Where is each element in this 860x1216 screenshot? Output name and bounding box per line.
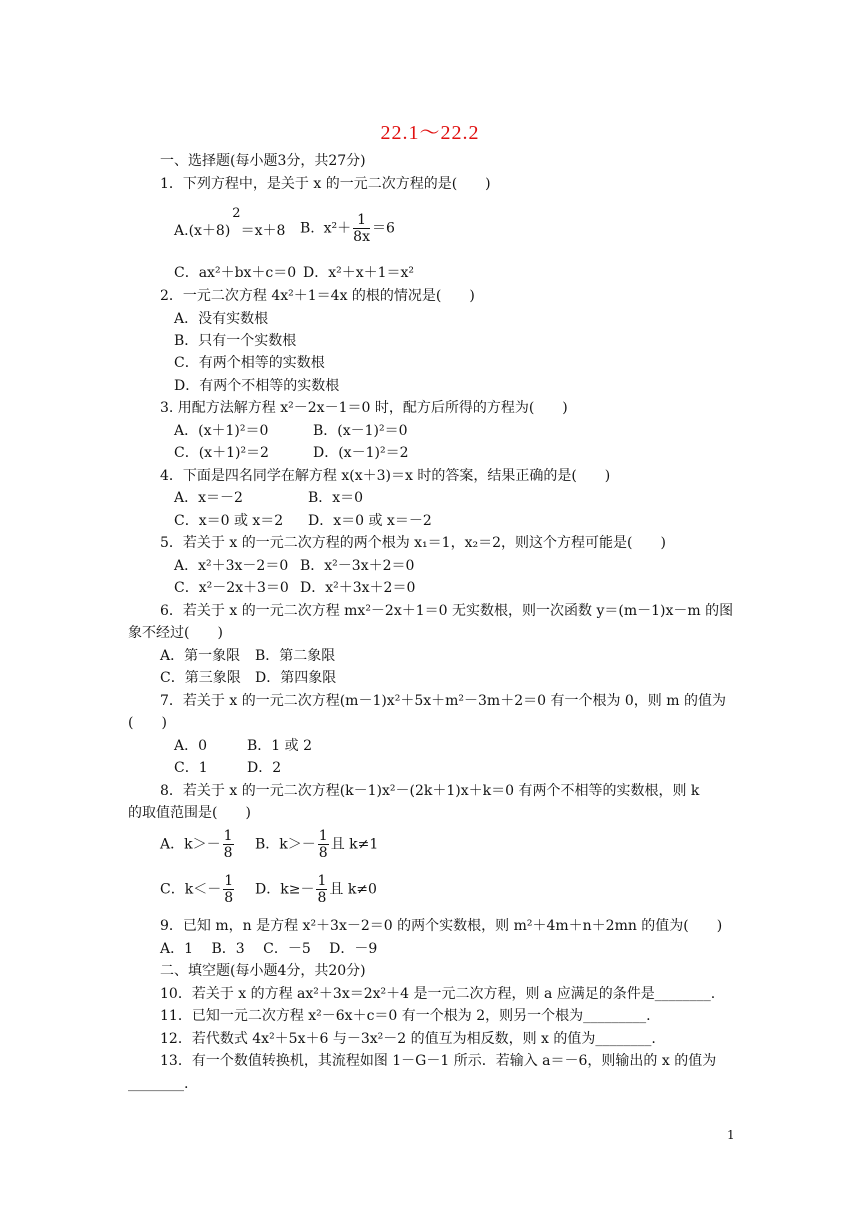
question-4-option-d: D．x＝0 或 x＝－2 bbox=[308, 513, 432, 529]
question-6-option-b: B．第二象限 bbox=[255, 648, 336, 664]
question-4-option-b: B．x＝0 bbox=[308, 490, 364, 506]
question-9-options: A．1 B．3 C．－5 D．－9 bbox=[160, 941, 378, 957]
question-8-option-b: B．k＞－ $\frac{1}{8}$ 且 k≠1 bbox=[255, 828, 379, 861]
section-heading-choice: 一、选择题(每小题3分，共27分) bbox=[160, 153, 366, 169]
question-3-option-c: C．(x＋1)²＝2 bbox=[174, 445, 269, 461]
page-title: 22.1～22.2 bbox=[380, 122, 480, 144]
question-4-option-c: C．x＝0 或 x＝2 bbox=[174, 513, 284, 529]
question-4-option-a: A．x＝－2 bbox=[174, 490, 243, 506]
question-3-option-a: A．(x＋1)²＝0 bbox=[174, 423, 269, 439]
page-number: 1 bbox=[727, 1128, 735, 1142]
question-2-option-a: A．没有实数根 bbox=[174, 311, 269, 327]
question-5-option-b: B．x²－3x＋2＝0 bbox=[300, 558, 415, 574]
question-13-stem-line1: 13．有一个数值转换机，其流程如图 1－G－1 所示．若输入 a＝－6，则输出的 x 的值为 bbox=[160, 1053, 717, 1069]
question-2-option-b: B．只有一个实数根 bbox=[174, 333, 297, 349]
question-8-stem-line2: 的取值范围是( ) bbox=[128, 805, 251, 821]
question-7-stem-line1: 7．若关于 x 的一元二次方程(m－1)x²＋5x＋m²－3m＋2＝0 有一个根为 0，则 m 的值为 bbox=[160, 693, 726, 709]
question-9-stem: 9．已知 m，n 是方程 x²＋3x－2＝0 的两个实数根，则 m²＋4m＋n＋2mn 的值为( ) bbox=[160, 918, 723, 934]
question-7-option-b: B．1 或 2 bbox=[247, 738, 313, 754]
question-1-option-a: A.(x＋8)2＝x＋8 bbox=[174, 206, 286, 239]
question-2-stem: 2．一元二次方程 4x²＋1＝4x 的根的情况是( ) bbox=[160, 288, 475, 304]
section-heading-fill: 二、填空题(每小题4分，共20分) bbox=[160, 963, 366, 979]
question-3-option-d: D．(x－1)²＝2 bbox=[313, 445, 409, 461]
question-2-option-c: C．有两个相等的实数根 bbox=[174, 355, 325, 371]
question-8-option-d: D．k≥－ $\frac{1}{8}$ 且 k≠0 bbox=[255, 873, 377, 906]
question-1-option-d: D．x²＋x＋1＝x² bbox=[303, 265, 415, 281]
question-6-option-a: A．第一象限 bbox=[160, 648, 241, 664]
question-7-option-c: C．1 bbox=[174, 760, 208, 776]
question-8-stem-line1: 8．若关于 x 的一元二次方程(k－1)x²－(2k＋1)x＋k＝0 有两个不相等的实数根，则 k bbox=[160, 783, 700, 799]
question-7-stem-line2: ( ) bbox=[128, 715, 167, 731]
question-6-stem-line2: 象不经过( ) bbox=[128, 625, 223, 641]
question-10: 10．若关于 x 的方程 ax²＋3x＝2x²＋4 是一元二次方程，则 a 应满足的条件是________. bbox=[160, 986, 716, 1002]
question-1-option-b: B. x²＋ $\frac{1}{8x}$ ＝6 bbox=[300, 212, 395, 245]
question-1-stem: 1．下列方程中，是关于 x 的一元二次方程的是( ) bbox=[160, 176, 491, 192]
question-4-stem: 4．下面是四名同学在解方程 x(x＋3)＝x 时的答案，结果正确的是( ) bbox=[160, 468, 611, 484]
question-6-option-c: C．第三象限 bbox=[160, 670, 241, 686]
question-3-stem: 3. 用配方法解方程 x²－2x－1＝0 时，配方后所得的方程为( ) bbox=[160, 400, 568, 416]
question-5-option-c: C．x²－2x＋3＝0 bbox=[174, 580, 289, 596]
question-2-option-d: D．有两个不相等的实数根 bbox=[174, 378, 340, 394]
question-5-stem: 5．若关于 x 的一元二次方程的两个根为 x₁＝1，x₂＝2，则这个方程可能是( ) bbox=[160, 535, 666, 551]
question-8-option-c: C．k＜－ $\frac{1}{8}$ bbox=[160, 873, 234, 906]
question-8-option-a: A．k＞－ $\frac{1}{8}$ bbox=[160, 828, 233, 861]
question-6-option-d: D．第四象限 bbox=[255, 670, 337, 686]
question-3-option-b: B．(x－1)²＝0 bbox=[313, 423, 408, 439]
question-11: 11．已知一元二次方程 x²－6x＋c＝0 有一个根为 2，则另一个根为_________. bbox=[160, 1008, 651, 1024]
question-13-stem-line2: ________. bbox=[128, 1076, 189, 1092]
question-5-option-d: D．x²＋3x＋2＝0 bbox=[300, 580, 416, 596]
question-12: 12．若代数式 4x²＋5x＋6 与－3x²－2 的值互为相反数，则 x 的值为________. bbox=[160, 1031, 656, 1047]
question-1-option-c: C．ax²＋bx＋c＝0 bbox=[174, 265, 297, 281]
question-6-stem-line1: 6．若关于 x 的一元二次方程 mx²－2x＋1＝0 无实数根，则一次函数 y＝(m－1)x－m 的图 bbox=[160, 603, 734, 619]
question-7-option-d: D．2 bbox=[247, 760, 282, 776]
question-5-option-a: A．x²＋3x－2＝0 bbox=[174, 558, 289, 574]
question-7-option-a: A．0 bbox=[174, 738, 208, 754]
